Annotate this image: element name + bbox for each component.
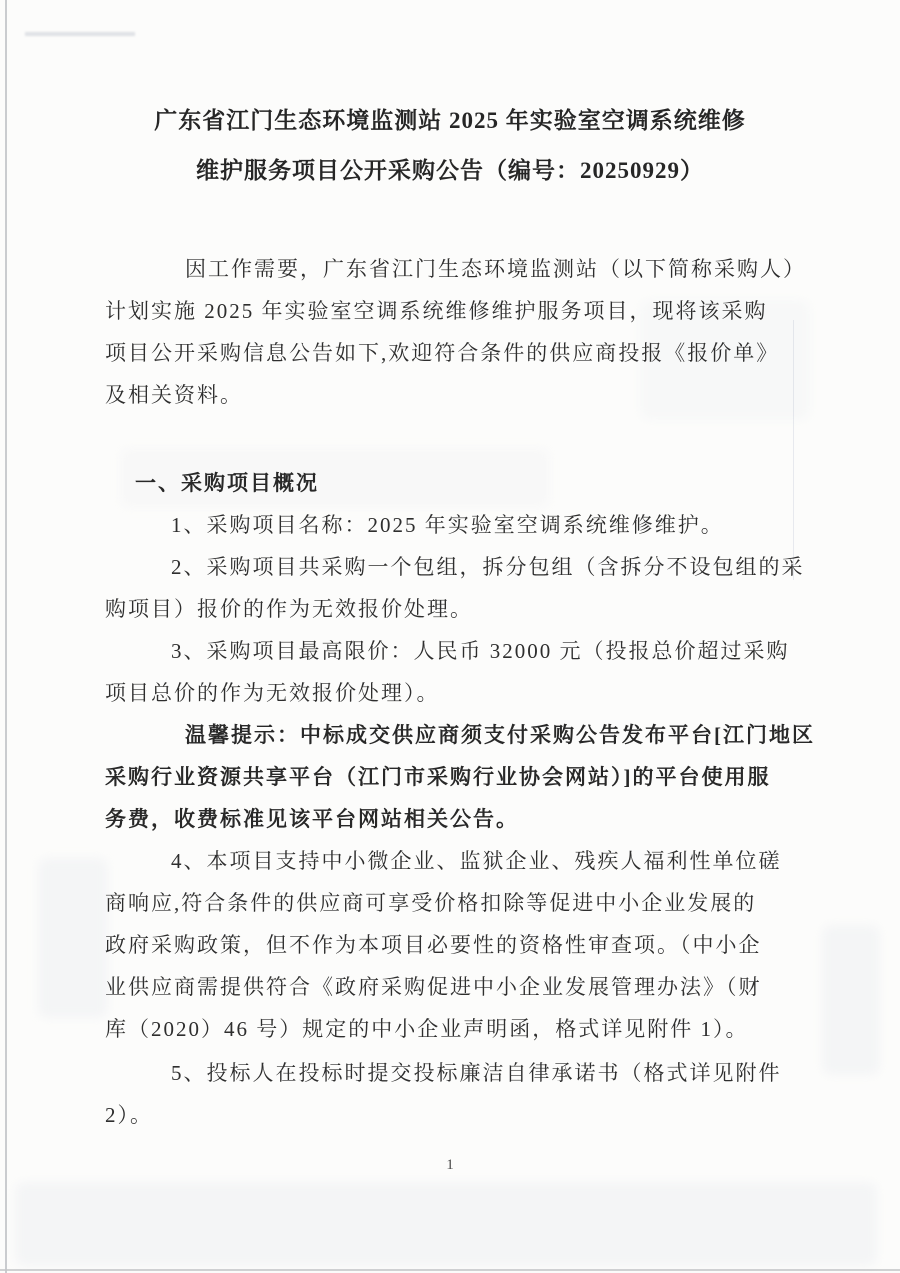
item-line: 项目总价的作为无效报价处理）。 [105,681,440,705]
item-line: 政府采购政策，但不作为本项目必要性的资格性审查项。（中小企 [105,933,762,957]
notice-line: 务费，收费标准见该平台网站相关公告。 [105,807,519,831]
scan-smudge [25,32,135,36]
intro-line: 及相关资料。 [105,383,243,407]
item-line: 4、本项目支持中小微企业、监狱企业、残疾人福利性单位磋 [171,849,782,873]
scan-edge-line-bottom [0,1269,900,1271]
document-title [0,96,900,196]
item-line: 5、投标人在投标时提交投标廉洁自律承诺书（格式详见附件 [171,1061,782,1085]
section-1-item-1 [105,504,805,546]
intro-line: 因工作需要，广东省江门生态环境监测站（以下简称采购人） [185,257,806,281]
item-line: 2、采购项目共采购一个包组，拆分包组（含拆分不设包组的采 [171,555,805,579]
item-line: 1、采购项目名称：2025 年实验室空调系统维修维护。 [171,513,724,537]
section-1-item-5 [105,1052,805,1136]
notice-line: 采购行业资源共享平台（江门市采购行业协会网站）]的平台使用服 [105,765,771,789]
section-1-heading [105,462,805,504]
page-number: 1 [446,1157,454,1173]
scan-bleedthrough-patch [38,858,108,1018]
scan-bleedthrough-patch [822,925,880,1075]
notice-line: 温馨提示：中标成交供应商须支付采购公告发布平台[江门地区 [185,723,815,747]
title-line-1: 广东省江门生态环境监测站 2025 年实验室空调系统维修 [154,108,746,133]
item-line: 库（2020）46 号）规定的中小企业声明函，格式详见附件 1）。 [105,1017,749,1041]
item-line: 业供应商需提供符合《政府采购促进中小企业发展管理办法》（财 [105,975,762,999]
section-1-item-2 [105,546,805,630]
page-footer [0,1155,900,1175]
intro-line: 计划实施 2025 年实验室空调系统维修维护服务项目，现将该采购 [105,299,768,323]
item-line: 购项目）报价的作为无效报价处理。 [105,597,473,621]
title-line-2: 维护服务项目公开采购公告（编号：20250929） [196,158,704,183]
section-1-item-4 [105,840,805,1050]
section-heading-text: 一、采购项目概况 [135,471,319,495]
intro-paragraph [105,248,805,416]
section-1-item-3 [105,630,805,714]
notice-paragraph [105,714,815,840]
item-line: 商响应,符合条件的供应商可享受价格扣除等促进中小企业发展的 [105,891,757,915]
item-line: 2）。 [105,1103,153,1127]
item-line: 3、采购项目最高限价：人民币 32000 元（投报总价超过采购 [171,639,790,663]
intro-line: 项目公开采购信息公告如下,欢迎符合条件的供应商投报《报价单》 [105,341,780,365]
scan-bleedthrough-patch [15,1182,877,1266]
